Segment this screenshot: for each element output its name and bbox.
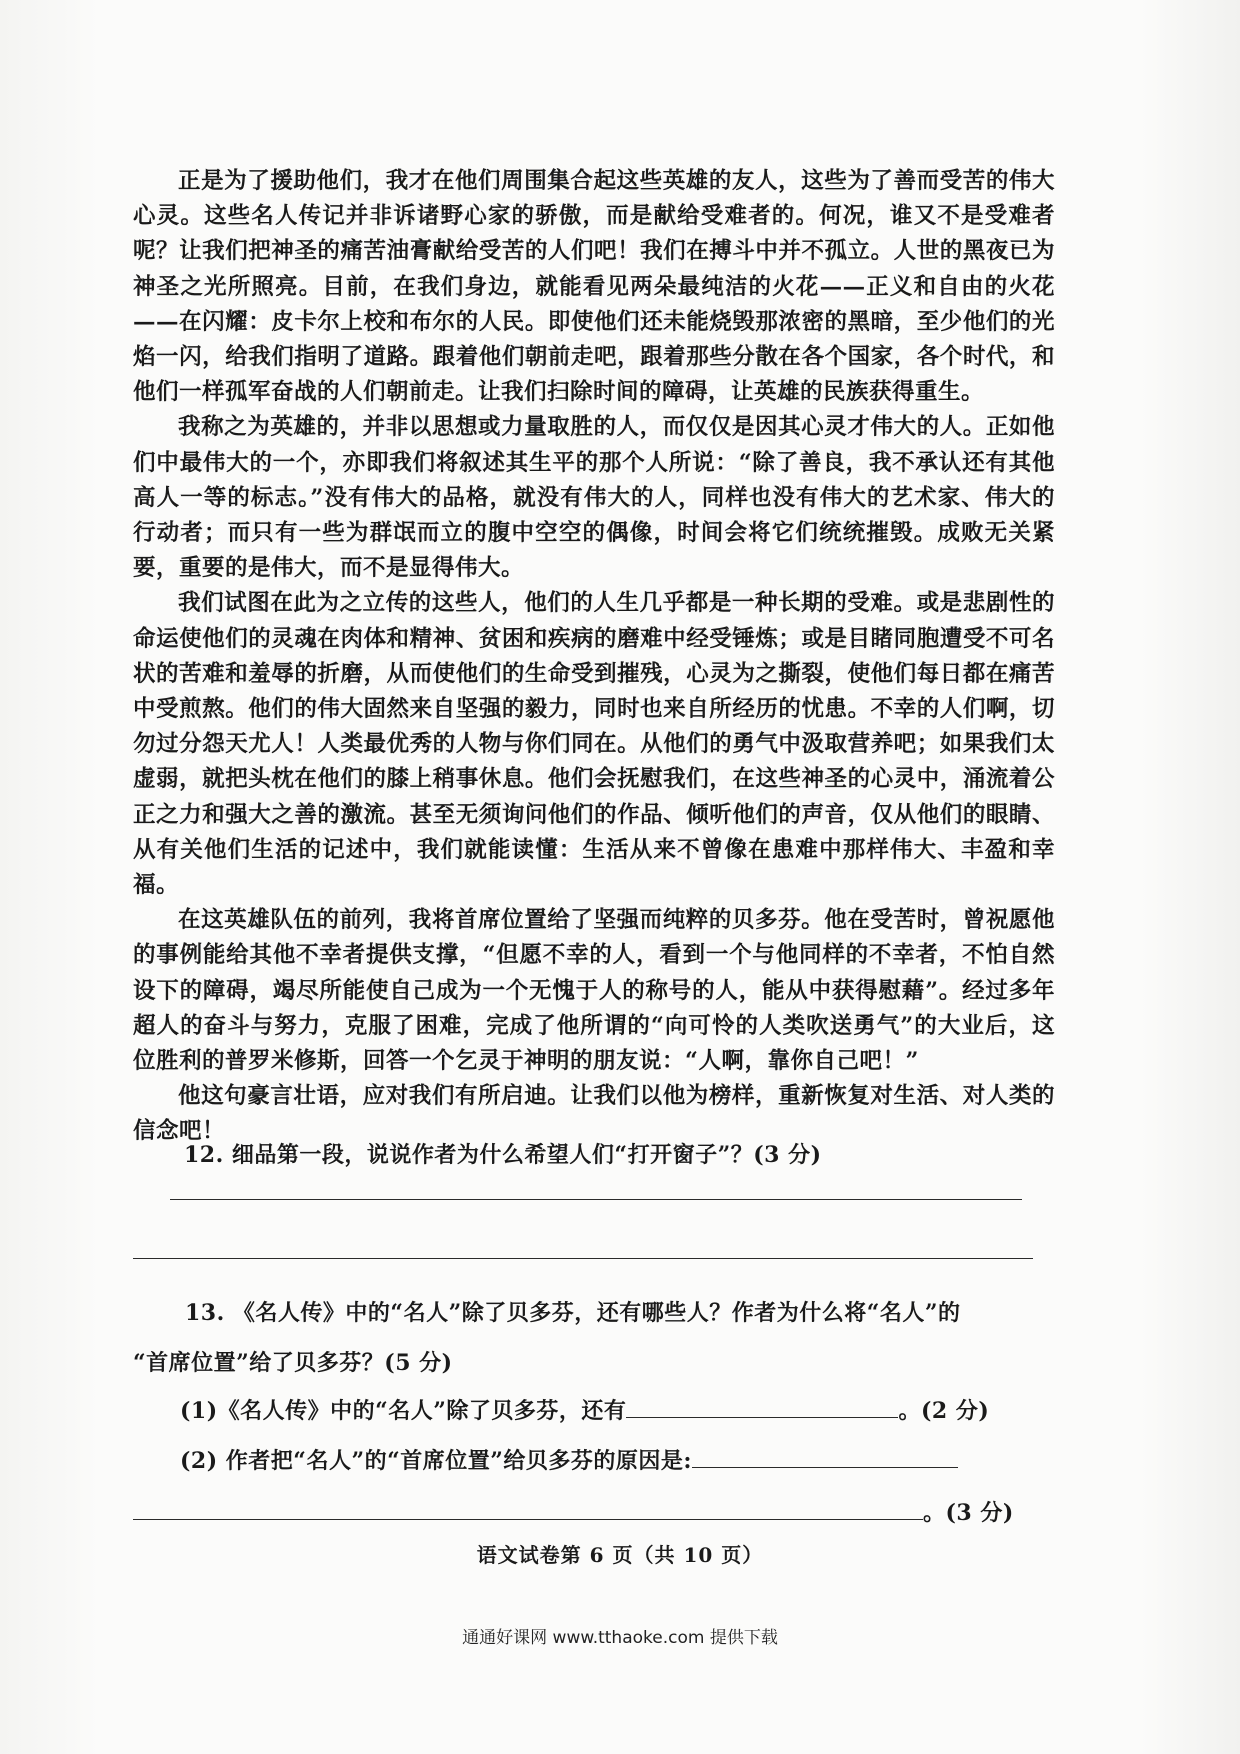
- question-13-part-1-prompt: (1)《名人传》中的“名人”除了贝多芬，还有: [180, 1398, 627, 1424]
- page-number: 语文试卷第 6 页（共 10 页）: [476, 1543, 764, 1567]
- question-13-line-1: 13. 《名人传》中的“名人”除了贝多芬，还有哪些人？作者为什么将“名人”的: [185, 1300, 961, 1326]
- question-12: 12. 细品第一段，说说作者为什么希望人们“打开窗子”？(3 分): [184, 1142, 822, 1168]
- passage-paragraph-5: 他这句豪言壮语，应对我们有所启迪。让我们以他为榜样，重新恢复对生活、对人类的信念吧！: [133, 1083, 1055, 1145]
- question-13-line-2: “首席位置”给了贝多芬？(5 分): [133, 1350, 453, 1376]
- passage-paragraph-2: 我称之为英雄的，并非以思想或力量取胜的人，而仅仅是因其心灵才伟大的人。正如他们中最伟大的一个，亦即我们将叙述其生平的那个人所说：“除了善良，我不承认还有其他高人一等的标志。”没有伟大的品格，就没有伟大的人，同样也没有伟大的艺术家、伟大的行动者；而只有一些为群氓而立的腹中空空的偶像，时间会将它们统统摧毁。成败无关紧要，重要的是伟大，而不是显得伟大。: [133, 414, 1055, 582]
- question-13-part-1: [180, 1394, 1060, 1425]
- answer-blank-13-2a[interactable]: [692, 1449, 958, 1468]
- passage-paragraph-1: 正是为了援助他们，我才在他们周围集合起这些英雄的友人，这些为了善而受苦的伟大心灵。这些名人传记并非诉诸野心家的骄傲，而是献给受难者的。何况，谁又不是受难者呢？让我们把神圣的痛苦油膏献给受苦的人们吧！我们在搏斗中并不孤立。人世的黑夜已为神圣之光所照亮。目前，在我们身边，就能看见两朵最纯洁的火花——正义和自由的火花——在闪耀：皮卡尔上校和布尔的人民。即使他们还未能烧毁那浓密的黑暗，至少他们的光焰一闪，给我们指明了道路。跟着他们朝前走吧，跟着那些分散在各个国家，各个时代，和他们一样孤军奋战的人们朝前走。让我们扫除时间的障碍，让英雄的民族获得重生。: [133, 168, 1055, 406]
- passage-paragraph-3: 我们试图在此为之立传的这些人，他们的人生几乎都是一种长期的受难。或是悲剧性的命运使他们的灵魂在肉体和精神、贫困和疾病的磨难中经受锤炼；或是目睹同胞遭受不可名状的苦难和羞辱的折磨，从而使他们的生命受到摧残，心灵为之撕裂，使他们每日都在痛苦中受煎熬。他们的伟大固然来自坚强的毅力，同时也来自所经历的忧患。不幸的人们啊，切勿过分怨天尤人！人类最优秀的人物与你们同在。从他们的勇气中汲取营养吧；如果我们太虚弱，就把头枕在他们的膝上稍事休息。他们会抚慰我们，在这些神圣的心灵中，涌流着公正之力和强大之善的激流。甚至无须询问他们的作品、倾听他们的声音，仅从他们的眼睛、从有关他们生活的记述中，我们就能读懂：生活从来不曾像在患难中那样伟大、丰盈和幸福。: [133, 590, 1055, 899]
- question-13-part-2-prompt: (2) 作者把“名人”的“首席位置”给贝多芬的原因是:: [180, 1448, 693, 1474]
- answer-blank-13-2b[interactable]: [133, 1501, 923, 1520]
- question-13-part-2: [180, 1444, 1060, 1475]
- question-13-part-2-score: 。(3 分): [923, 1500, 1014, 1526]
- download-credit: 通通好课网 www.tthaoke.com 提供下载: [462, 1628, 778, 1648]
- reading-passage: [133, 164, 1055, 1150]
- answer-line-12a[interactable]: [170, 1199, 1022, 1200]
- question-13: [133, 1288, 1055, 1388]
- answer-blank-13-1[interactable]: [626, 1399, 898, 1418]
- answer-line-12b[interactable]: [133, 1258, 1033, 1259]
- question-13-part-1-score: 。(2 分): [898, 1398, 990, 1424]
- passage-paragraph-4: 在这英雄队伍的前列，我将首席位置给了坚强而纯粹的贝多芬。他在受苦时，曾祝愿他的事例能给其他不幸者提供支撑，“但愿不幸的人，看到一个与他同样的不幸者，不怕自然设下的障碍，竭尽所能使自己成为一个无愧于人的称号的人，能从中获得慰藉”。经过多年超人的奋斗与努力，克服了困难，完成了他所谓的“向可怜的人类吹送勇气”的大业后，这位胜利的普罗米修斯，回答一个乞灵于神明的朋友说：“人啊，靠你自己吧！”: [133, 907, 1055, 1075]
- question-13-part-2-continued: [133, 1496, 1013, 1527]
